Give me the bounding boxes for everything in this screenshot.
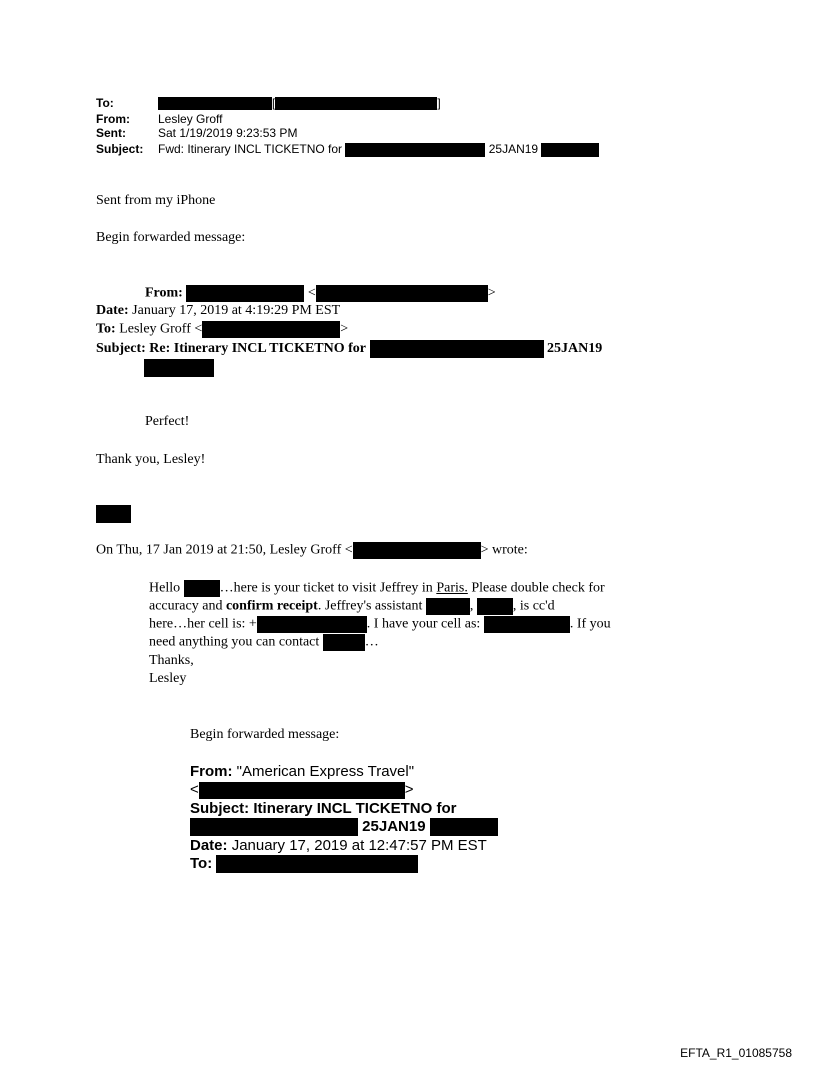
lt: < [190, 781, 199, 798]
redaction-box [158, 97, 270, 110]
fwd1-date-row [96, 303, 340, 319]
fwd1-subject-wrap [144, 359, 214, 377]
fwd2-from-label: From: [190, 763, 233, 780]
bracket-open: [ [272, 96, 276, 110]
fwd2-subject-row [190, 800, 456, 817]
fwd1-to-row [96, 321, 348, 338]
paris-link[interactable]: Paris. [436, 580, 468, 596]
redaction-box [345, 143, 485, 157]
fwd1-subject-label: Subject: [96, 341, 146, 357]
fwd1-date-label: Date: [96, 303, 129, 318]
signature-redaction [96, 505, 131, 523]
fwd2-from-value: "American Express Travel" [236, 763, 415, 780]
gt: > [404, 781, 414, 798]
header-subject-row [96, 143, 599, 157]
quote-line-2 [149, 598, 555, 615]
quote-intro: On Thu, 17 Jan 2019 at 21:50, Lesley Groff < [96, 542, 353, 558]
quote-line-1 [149, 580, 605, 597]
redaction-box [477, 598, 513, 615]
fwd1-to-value: Lesley Groff < [119, 321, 203, 337]
document-id: EFTA_R1_01085758 [680, 1046, 792, 1060]
quote-line-4 [149, 634, 379, 651]
quote-text: …here is your ticket to visit Jeffrey in [219, 580, 433, 596]
quote-text: , is cc'd [512, 598, 555, 614]
header-to-row [96, 97, 441, 110]
header-from-row [96, 113, 222, 125]
sent-label: Sent: [96, 126, 126, 140]
quote-text: here…her cell is: + [149, 616, 257, 632]
fwd2-from-row [190, 763, 414, 780]
subject-date: 25JAN19 [488, 142, 539, 157]
quote-line-3 [149, 616, 611, 633]
lt: < [307, 285, 316, 301]
fwd1-to-label: To: [96, 321, 116, 337]
quote-text: … [364, 634, 379, 650]
redaction-box [144, 359, 214, 377]
perfect-line: Perfect! [145, 414, 190, 429]
hello: Hello [149, 580, 181, 596]
fwd2-to-label: To: [190, 855, 213, 872]
thank-you-line: Thank you, Lesley! [96, 452, 206, 467]
subject-value: Fwd: Itinerary INCL TICKETNO for [158, 142, 343, 157]
quote-text: need anything you can contact [149, 634, 320, 650]
fwd2-to-row [190, 855, 418, 873]
fwd1-date-value: January 17, 2019 at 4:19:29 PM EST [132, 303, 341, 318]
redaction-box [190, 818, 358, 836]
redaction-box [275, 97, 437, 110]
sent-value: Sat 1/19/2019 9:23:53 PM [158, 126, 298, 140]
fwd2-begin-line: Begin forwarded message: [190, 727, 340, 742]
quote-signature: Lesley [149, 671, 187, 686]
quote-thanks: Thanks, [149, 653, 194, 668]
redaction-box [353, 542, 481, 559]
quote-text: accuracy and [149, 598, 223, 614]
redaction-box [96, 505, 131, 523]
quote-text: . I have your cell as: [366, 616, 481, 632]
fwd1-subject-date: 25JAN19 [547, 341, 603, 357]
fwd2-date-value: January 17, 2019 at 12:47:57 PM EST [231, 837, 487, 854]
quote-text: . If you [569, 616, 611, 632]
redaction-box [216, 855, 418, 873]
quote-text: Please double check for [471, 580, 605, 596]
from-value: Lesley Groff [158, 112, 223, 126]
gt: > [340, 321, 349, 337]
quote-text: . Jeffrey's assistant [317, 598, 423, 614]
fwd1-from-row [145, 285, 496, 302]
redaction-box [370, 340, 544, 358]
fwd2-date-row [190, 837, 487, 854]
fwd1-subject-row [96, 340, 602, 358]
confirm-receipt: confirm receipt [225, 598, 318, 614]
redaction-box [199, 782, 405, 799]
fwd2-subject-date: 25JAN19 [362, 818, 426, 835]
quote-text: , [469, 598, 474, 614]
fwd2-subject-wrap [190, 818, 498, 836]
redaction-box [316, 285, 488, 302]
quote-intro-end: > wrote: [480, 542, 528, 558]
begin-forwarded-line: Begin forwarded message: [96, 230, 246, 245]
gt: > [487, 285, 496, 301]
redaction-box [186, 285, 304, 302]
quote-intro-row [96, 542, 528, 559]
sent-from-line: Sent from my iPhone [96, 193, 216, 208]
redaction-box [202, 321, 340, 338]
subject-label: Subject: [96, 142, 144, 157]
redaction-box [184, 580, 220, 597]
header-sent-row [96, 127, 297, 139]
fwd2-subject-value: Itinerary INCL TICKETNO for [253, 800, 457, 817]
fwd2-email-row [190, 781, 414, 799]
redaction-box [257, 616, 367, 633]
redaction-box [323, 634, 365, 651]
fwd1-from-label: From: [145, 285, 183, 301]
fwd2-date-label: Date: [190, 837, 228, 854]
fwd1-subject-value: Re: Itinerary INCL TICKETNO for [149, 341, 367, 357]
redaction-box [426, 598, 470, 615]
redaction-box [541, 143, 599, 157]
bracket-close: ] [437, 96, 441, 110]
from-label: From: [96, 112, 130, 126]
fwd2-subject-label: Subject: [190, 800, 250, 817]
redaction-box [430, 818, 498, 836]
to-label: To: [96, 96, 114, 110]
redaction-box [484, 616, 570, 633]
